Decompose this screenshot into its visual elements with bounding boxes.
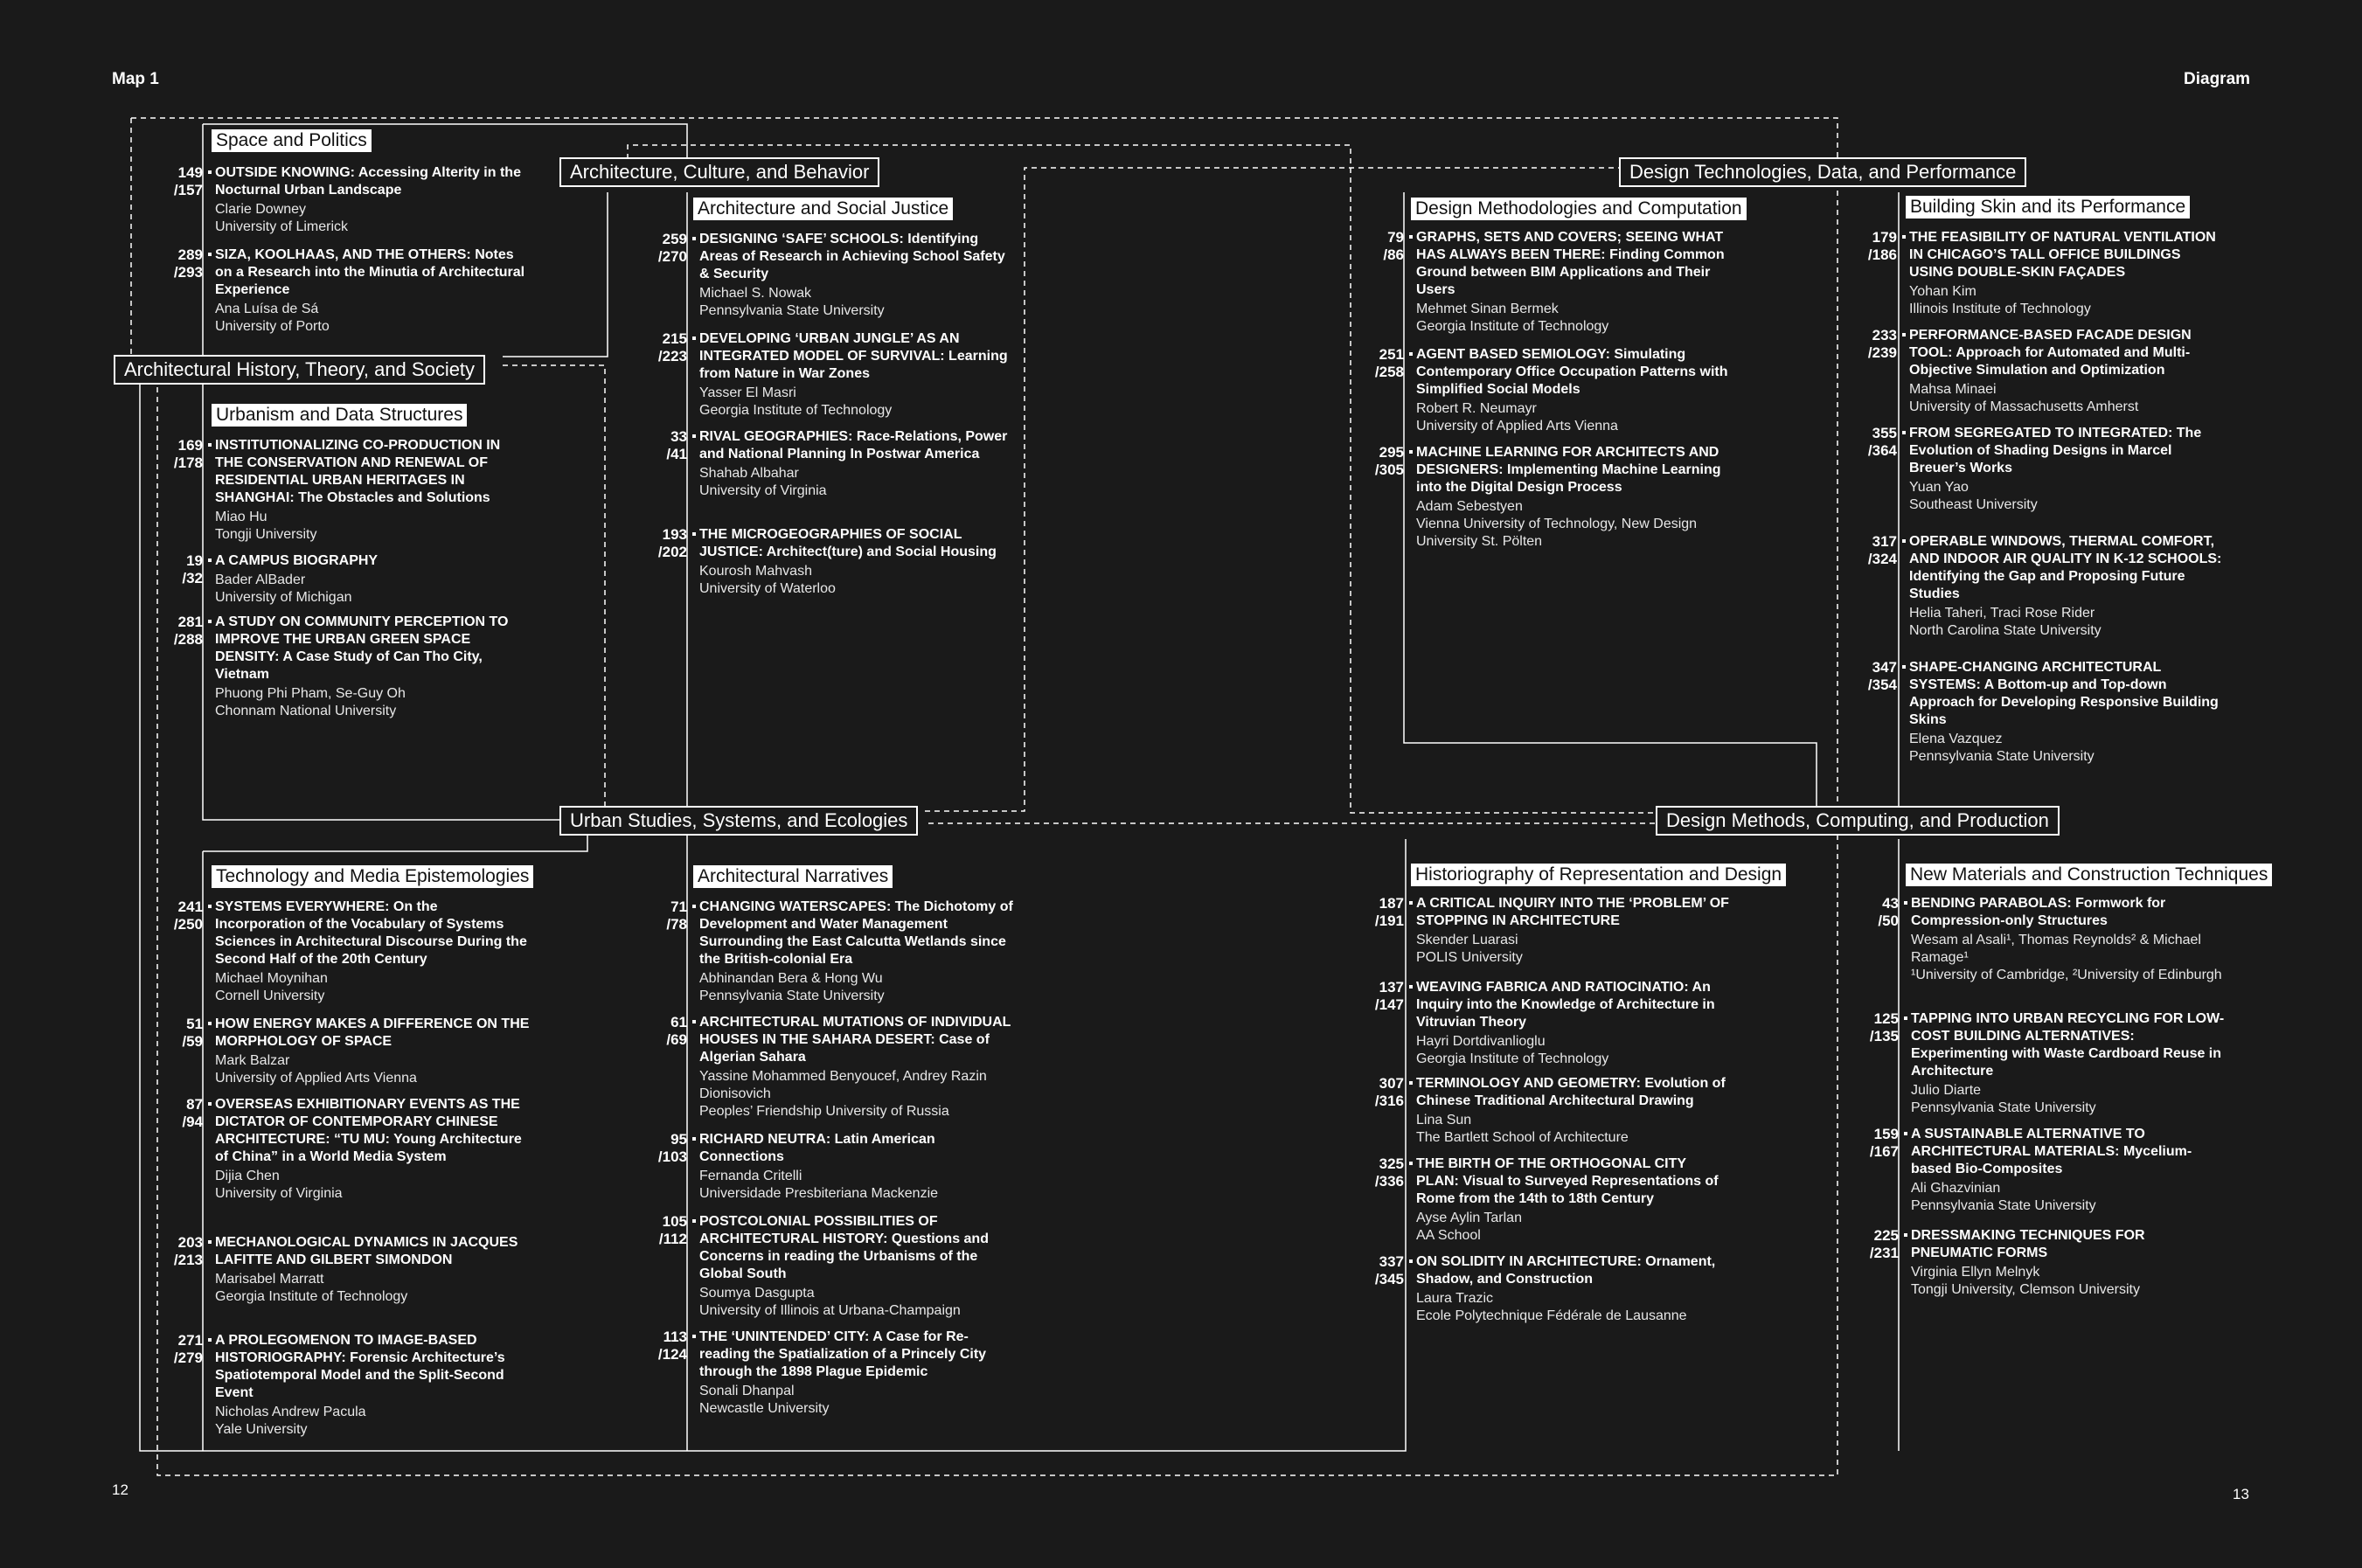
category-methods: Design Methods, Computing, and Production: [1656, 806, 2060, 836]
page-range: 169 /178: [173, 437, 203, 471]
paper-authors: Robert R. Neumayr: [1416, 401, 1537, 416]
paper-entry: [1869, 1227, 2226, 1299]
paper-title: ARCHITECTURAL MUTATIONS OF INDIVIDUAL HOUSES IN THE SAHARA DESERT: Case of Algerian Sahara: [699, 1015, 1011, 1065]
paper-entry: [1374, 346, 1731, 435]
paper-affiliation: ¹University of Cambridge, ²University of Edinburgh: [1911, 968, 2222, 982]
paper-affiliation: Newcastle University: [699, 1401, 830, 1416]
paper-title: THE ‘UNINTENDED’ CITY: A Case for Re-reading the Spatialization of a Princely City through the 1898 Plague Epidemic: [699, 1329, 987, 1379]
bullet-marker: [692, 434, 696, 438]
page-range: 61 /69: [666, 1014, 687, 1048]
paper-title: RICHARD NEUTRA: Latin American Connections: [699, 1132, 935, 1164]
paper-authors: Yassine Mohammed Benyoucef, Andrey Razin Dionisovich: [699, 1069, 987, 1101]
paper-authors: Marisabel Marratt: [215, 1272, 324, 1287]
bullet-marker: [1904, 1016, 1907, 1020]
page-range: 225 /231: [1869, 1227, 1899, 1261]
paper-entry: [182, 1016, 530, 1087]
bullet-marker: [692, 1020, 696, 1023]
category-urban: Urban Studies, Systems, and Ecologies: [559, 806, 918, 836]
page-range: 307 /316: [1374, 1075, 1404, 1109]
paper-entry: [1374, 1155, 1731, 1245]
paper-entry: [1869, 1010, 2226, 1117]
paper-title: A SUSTAINABLE ALTERNATIVE TO ARCHITECTURAL MATERIALS: Mycelium-based Bio-Composites: [1911, 1127, 2192, 1176]
paper-entry: [173, 437, 530, 544]
paper-authors: Adam Sebestyen: [1416, 499, 1523, 514]
paper-title: A CRITICAL INQUIRY INTO THE ‘PROBLEM’ OF STOPPING IN ARCHITECTURE: [1416, 896, 1729, 928]
subcategory-new-materials: New Materials and Construction Techniques: [1906, 864, 2272, 886]
paper-entry: [173, 898, 530, 1005]
paper-title: INSTITUTIONALIZING CO-PRODUCTION IN THE CONSERVATION AND RENEWAL OF RESIDENTIAL URBAN HERITAGES IN SHANGHAI: The Obstacles and Solutions: [215, 438, 501, 505]
subcategory-historiography: Historiography of Representation and Design: [1411, 864, 1786, 886]
bullet-marker: [208, 1022, 212, 1025]
subcategory-space-politics: Space and Politics: [212, 129, 372, 152]
paper-entry: [1867, 425, 2224, 514]
paper-affiliation: Pennsylvania State University: [699, 989, 885, 1003]
bullet-marker: [208, 905, 212, 908]
page-range: 215 /223: [657, 330, 687, 364]
subcategory-arch-social: Architecture and Social Justice: [693, 198, 953, 220]
paper-title: OUTSIDE KNOWING: Accessing Alterity in the Nocturnal Urban Landscape: [215, 165, 521, 198]
paper-affiliation: University of Michigan: [215, 590, 352, 605]
paper-affiliation: Tongji University, Clemson University: [1911, 1282, 2140, 1297]
paper-authors: Nicholas Andrew Pacula: [215, 1405, 366, 1419]
paper-affiliation: Universidade Presbiteriana Mackenzie: [699, 1186, 939, 1201]
paper-title: BENDING PARABOLAS: Formwork for Compression-only Structures: [1911, 896, 2166, 928]
page-range: 289 /293: [173, 246, 203, 281]
page-range: 43 /50: [1878, 895, 1899, 929]
header-left: Map 1: [112, 70, 159, 88]
paper-authors: Michael Moynihan: [215, 971, 328, 986]
paper-authors: Ali Ghazvinian: [1911, 1181, 2001, 1196]
paper-title: MACHINE LEARNING FOR ARCHITECTS AND DESIGNERS: Implementing Machine Learning into the Digital Design Process: [1416, 445, 1721, 495]
paper-title: PERFORMANCE-BASED FACADE DESIGN TOOL: Approach for Automated and Multi-Objective Simulation and Optimization: [1909, 328, 2192, 378]
page-range: 33 /41: [666, 428, 687, 462]
paper-authors: Sonali Dhanpal: [699, 1384, 795, 1398]
paper-title: POSTCOLONIAL POSSIBILITIES OF ARCHITECTURAL HISTORY: Questions and Concerns in reading the Urbanisms of the Global South: [699, 1214, 989, 1281]
page-range: 149 /157: [173, 164, 203, 198]
paper-entry: [1869, 1126, 2226, 1215]
paper-affiliation: Yale University: [215, 1422, 308, 1437]
page-range: 51 /59: [182, 1016, 203, 1050]
page-range: 137 /147: [1374, 979, 1404, 1013]
paper-entry: [657, 231, 1014, 320]
paper-authors: Mahsa Minaei: [1909, 382, 1997, 397]
bullet-marker: [1409, 450, 1413, 454]
paper-title: TERMINOLOGY AND GEOMETRY: Evolution of Chinese Traditional Architectural Drawing: [1416, 1076, 1726, 1108]
paper-entry: [1867, 659, 2224, 766]
page-range: 187 /191: [1374, 895, 1404, 929]
paper-authors: Abhinandan Bera & Hong Wu: [699, 971, 883, 986]
paper-affiliation: Georgia Institute of Technology: [1416, 319, 1609, 334]
paper-entry: [1374, 444, 1731, 551]
paper-affiliation: Peoples’ Friendship University of Russia: [699, 1104, 949, 1119]
page-range: 105 /112: [658, 1213, 687, 1247]
paper-affiliation: Illinois Institute of Technology: [1909, 302, 2091, 316]
bullet-marker: [1409, 1259, 1413, 1263]
paper-affiliation: Southeast University: [1909, 497, 2038, 512]
paper-entry: [173, 614, 530, 720]
paper-entry: [173, 1332, 530, 1439]
paper-affiliation: Ecole Polytechnique Fédérale de Lausanne: [1416, 1308, 1687, 1323]
paper-affiliation: Georgia Institute of Technology: [215, 1289, 408, 1304]
paper-entry: [182, 1096, 530, 1203]
paper-title: DEVELOPING ‘URBAN JUNGLE’ AS AN INTEGRATED MODEL OF SURVIVAL: Learning from Nature in War Zones: [699, 331, 1008, 381]
paper-authors: Mehmet Sinan Bermek: [1416, 302, 1559, 316]
subcategory-arch-narratives: Architectural Narratives: [693, 865, 893, 888]
paper-authors: Mark Balzar: [215, 1053, 290, 1068]
page-range: 251 /258: [1374, 346, 1404, 380]
paper-title: HOW ENERGY MAKES A DIFFERENCE ON THE MORPHOLOGY OF SPACE: [215, 1016, 530, 1049]
page-range: 79 /86: [1383, 229, 1404, 263]
page-range: 317 /324: [1867, 533, 1897, 567]
page-range: 87 /94: [182, 1096, 203, 1130]
bullet-marker: [692, 532, 696, 536]
paper-authors: Phuong Phi Pham, Se-Guy Oh: [215, 686, 406, 701]
paper-authors: Lina Sun: [1416, 1113, 1472, 1127]
paper-authors: Julio Diarte: [1911, 1083, 1982, 1098]
paper-title: WEAVING FABRICA AND RATIOCINATIO: An Inquiry into the Knowledge of Architecture in Vitruvian Theory: [1416, 980, 1715, 1030]
paper-entry: [1374, 895, 1731, 967]
subcategory-building-skin: Building Skin and its Performance: [1906, 196, 2190, 219]
bullet-marker: [208, 1102, 212, 1106]
paper-entry: [1374, 1075, 1731, 1147]
category-tech: Design Technologies, Data, and Performance: [1619, 157, 2026, 187]
paper-title: MECHANOLOGICAL DYNAMICS IN JACQUES LAFITTE AND GILBERT SIMONDON: [215, 1235, 518, 1267]
page-range: 259 /270: [657, 231, 687, 265]
page-range: 271 /279: [173, 1332, 203, 1366]
bullet-marker: [692, 1335, 696, 1338]
bullet-marker: [208, 1240, 212, 1244]
bullet-marker: [692, 237, 696, 240]
paper-authors: Kourosh Mahvash: [699, 564, 812, 579]
paper-affiliation: University of Illinois at Urbana-Champaign: [699, 1303, 961, 1318]
page-range: 159 /167: [1869, 1126, 1899, 1160]
paper-authors: Michael S. Nowak: [699, 286, 812, 301]
paper-authors: Ana Luísa de Sá: [215, 302, 319, 316]
bullet-marker: [1904, 1132, 1907, 1135]
paper-title: THE FEASIBILITY OF NATURAL VENTILATION IN CHICAGO’S TALL OFFICE BUILDINGS USING DOUBLE-SKIN FAÇADES: [1909, 230, 2216, 280]
paper-title: SIZA, KOOLHAAS, AND THE OTHERS: Notes on a Research into the Minutia of Architectural Experience: [215, 247, 525, 297]
bullet-marker: [208, 620, 212, 623]
paper-entry: [657, 1329, 1014, 1418]
paper-authors: Yasser El Masri: [699, 385, 796, 400]
bullet-marker: [1904, 1233, 1907, 1237]
paper-title: GRAPHS, SETS AND COVERS; SEEING WHAT HAS ALWAYS BEEN THERE: Finding Common Ground between BIM Applications and Their Users: [1416, 230, 1725, 297]
paper-title: RIVAL GEOGRAPHIES: Race-Relations, Power and National Planning In Postwar America: [699, 429, 1008, 461]
paper-entry: [657, 330, 1014, 420]
paper-authors: Elena Vazquez: [1909, 732, 2003, 746]
category-history: Architectural History, Theory, and Society: [114, 355, 485, 385]
paper-entry: [1867, 229, 2224, 318]
paper-affiliation: University of Applied Arts Vienna: [215, 1071, 417, 1086]
paper-affiliation: Pennsylvania State University: [1911, 1198, 2096, 1213]
paper-affiliation: University of Limerick: [215, 219, 349, 234]
paper-affiliation: University of Waterloo: [699, 581, 836, 596]
paper-title: DESIGNING ‘SAFE’ SCHOOLS: Identifying Areas of Research in Achieving School Safety & Security: [699, 232, 1005, 281]
paper-entry: [666, 898, 1014, 1005]
paper-title: THE MICROGEOGRAPHIES OF SOCIAL JUSTICE: Architect(ture) and Social Housing: [699, 527, 997, 559]
page-range: 19 /32: [182, 552, 203, 586]
bullet-marker: [208, 170, 212, 174]
paper-authors: Soumya Dasgupta: [699, 1286, 815, 1301]
paper-title: AGENT BASED SEMIOLOGY: Simulating Contemporary Office Occupation Patterns with Simplified Social Models: [1416, 347, 1728, 397]
paper-entry: [182, 552, 530, 607]
page-range: 113 /124: [657, 1329, 687, 1363]
page-range: 71 /78: [666, 898, 687, 933]
bullet-marker: [1409, 352, 1413, 356]
bullet-marker: [1902, 665, 1906, 669]
header-right: Diagram: [2184, 70, 2251, 88]
bullet-marker: [1902, 539, 1906, 543]
paper-affiliation: Pennsylvania State University: [1909, 749, 2095, 764]
paper-entry: [658, 1213, 1014, 1320]
paper-authors: Virginia Ellyn Melnyk: [1911, 1265, 2040, 1280]
paper-entry: [173, 1234, 530, 1306]
paper-entry: [173, 164, 530, 236]
paper-title: ON SOLIDITY IN ARCHITECTURE: Ornament, Shadow, and Construction: [1416, 1254, 1716, 1287]
paper-authors: Yuan Yao: [1909, 480, 1969, 495]
page-range: 295 /305: [1374, 444, 1404, 478]
paper-title: TAPPING INTO URBAN RECYCLING FOR LOW-COST BUILDING ALTERNATIVES: Experimenting with Waste Cardboard Reuse in Architecture: [1911, 1011, 2225, 1079]
paper-entry: [1383, 229, 1731, 336]
paper-authors: Bader AlBader: [215, 572, 306, 587]
bullet-marker: [1902, 431, 1906, 434]
paper-title: A STUDY ON COMMUNITY PERCEPTION TO IMPROVE THE URBAN GREEN SPACE DENSITY: A Case Study of Can Tho City, Vietnam: [215, 614, 509, 682]
paper-affiliation: The Bartlett School of Architecture: [1416, 1130, 1629, 1145]
paper-title: A PROLEGOMENON TO IMAGE-BASED HISTORIOGRAPHY: Forensic Architecture’s Spatiotemporal Model and the Split-Second Event: [215, 1333, 505, 1400]
subcategory-urbanism-data: Urbanism and Data Structures: [212, 404, 467, 427]
paper-entry: [1878, 895, 2226, 984]
paper-title: A CAMPUS BIOGRAPHY: [215, 553, 379, 568]
subcategory-design-methodologies: Design Methodologies and Computation: [1411, 198, 1747, 220]
subcategory-tech-media: Technology and Media Epistemologies: [212, 865, 533, 888]
page-range: 347 /354: [1867, 659, 1897, 693]
bullet-marker: [1409, 1162, 1413, 1165]
page-range: 125 /135: [1869, 1010, 1899, 1044]
paper-entry: [666, 428, 1014, 500]
paper-affiliation: Pennsylvania State University: [699, 303, 885, 318]
paper-affiliation: University of Massachusetts Amherst: [1909, 399, 2139, 414]
bullet-marker: [692, 336, 696, 340]
page-number-left: 12: [112, 1481, 129, 1498]
page-range: 355 /364: [1867, 425, 1897, 459]
bullet-marker: [208, 559, 212, 562]
paper-entry: [173, 246, 530, 336]
paper-affiliation: University of Virginia: [699, 483, 827, 498]
paper-title: SHAPE-CHANGING ARCHITECTURAL SYSTEMS: A Bottom-up and Top-down Approach for Developing Responsive Building Skins: [1909, 660, 2219, 727]
bullet-marker: [692, 1219, 696, 1223]
paper-affiliation: University of Applied Arts Vienna: [1416, 419, 1618, 434]
paper-affiliation: University of Virginia: [215, 1186, 343, 1201]
paper-affiliation: Tongji University: [215, 527, 317, 542]
paper-authors: Skender Luarasi: [1416, 933, 1518, 947]
paper-title: SYSTEMS EVERYWHERE: On the Incorporation of the Vocabulary of Systems Sciences in Architectural Discourse During the Second Half of the 20th Century: [215, 899, 527, 967]
paper-entry: [657, 1131, 1014, 1203]
page-range: 193 /202: [657, 526, 687, 560]
paper-affiliation: Vienna University of Technology, New Design University St. Pölten: [1416, 517, 1698, 549]
paper-authors: Yohan Kim: [1909, 284, 1976, 299]
page-range: 179 /186: [1867, 229, 1897, 263]
paper-title: OVERSEAS EXHIBITIONARY EVENTS AS THE DICTATOR OF CONTEMPORARY CHINESE ARCHITECTURE: “TU MU: Young Architecture of China” in a World Media System: [215, 1097, 522, 1164]
page-range: 337 /345: [1374, 1253, 1404, 1287]
paper-authors: Wesam al Asali¹, Thomas Reynolds² & Michael Ramage¹: [1911, 933, 2201, 965]
bullet-marker: [1409, 1081, 1413, 1085]
paper-affiliation: POLIS University: [1416, 950, 1523, 965]
paper-entry: [1867, 533, 2224, 640]
paper-entry: [657, 526, 1014, 598]
paper-authors: Fernanda Critelli: [699, 1169, 802, 1183]
paper-authors: Miao Hu: [215, 510, 267, 524]
paper-affiliation: North Carolina State University: [1909, 623, 2101, 638]
page-range: 241 /250: [173, 898, 203, 933]
paper-authors: Ayse Aylin Tarlan: [1416, 1211, 1522, 1225]
paper-title: THE BIRTH OF THE ORTHOGONAL CITY PLAN: Visual to Surveyed Representations of Rome from the 14th to 18th Century: [1416, 1156, 1719, 1206]
bullet-marker: [208, 253, 212, 256]
bullet-marker: [208, 443, 212, 447]
paper-entry: [1867, 327, 2224, 416]
paper-authors: Helia Taheri, Traci Rose Rider: [1909, 606, 2095, 621]
paper-authors: Shahab Albahar: [699, 466, 799, 481]
bullet-marker: [1409, 985, 1413, 989]
bullet-marker: [692, 1137, 696, 1141]
page-range: 281 /288: [173, 614, 203, 648]
paper-authors: Laura Trazic: [1416, 1291, 1494, 1306]
paper-title: OPERABLE WINDOWS, THERMAL COMFORT, AND INDOOR AIR QUALITY IN K-12 SCHOOLS: Identifying the Gap and Proposing Future Studies: [1909, 534, 2222, 601]
bullet-marker: [1409, 901, 1413, 905]
bullet-marker: [1902, 333, 1906, 336]
bullet-marker: [1409, 235, 1413, 239]
page-range: 95 /103: [657, 1131, 687, 1165]
paper-authors: Dijia Chen: [215, 1169, 280, 1183]
bullet-marker: [692, 905, 696, 908]
page-range: 233 /239: [1867, 327, 1897, 361]
bullet-marker: [208, 1338, 212, 1342]
paper-entry: [666, 1014, 1014, 1120]
bullet-marker: [1904, 901, 1907, 905]
paper-affiliation: Georgia Institute of Technology: [1416, 1051, 1609, 1066]
paper-authors: Hayri Dortdivanlioglu: [1416, 1034, 1546, 1049]
page-range: 325 /336: [1374, 1155, 1404, 1190]
paper-authors: Clarie Downey: [215, 202, 307, 217]
paper-affiliation: Georgia Institute of Technology: [699, 403, 893, 418]
category-culture: Architecture, Culture, and Behavior: [559, 157, 879, 187]
paper-title: CHANGING WATERSCAPES: The Dichotomy of Development and Water Management Surrounding the East Calcutta Wetlands since the British-colonial Era: [699, 899, 1013, 967]
paper-affiliation: University of Porto: [215, 319, 330, 334]
paper-entry: [1374, 1253, 1731, 1325]
paper-affiliation: AA School: [1416, 1228, 1481, 1243]
bullet-marker: [1902, 235, 1906, 239]
page-range: 203 /213: [173, 1234, 203, 1268]
page-number-right: 13: [2233, 1486, 2249, 1502]
paper-affiliation: Pennsylvania State University: [1911, 1100, 2096, 1115]
paper-affiliation: Chonnam National University: [215, 704, 397, 718]
paper-title: DRESSMAKING TECHNIQUES FOR PNEUMATIC FORMS: [1911, 1228, 2145, 1260]
paper-title: FROM SEGREGATED TO INTEGRATED: The Evolution of Shading Designs in Marcel Breuer’s Works: [1909, 426, 2202, 475]
paper-entry: [1374, 979, 1731, 1068]
paper-affiliation: Cornell University: [215, 989, 325, 1003]
